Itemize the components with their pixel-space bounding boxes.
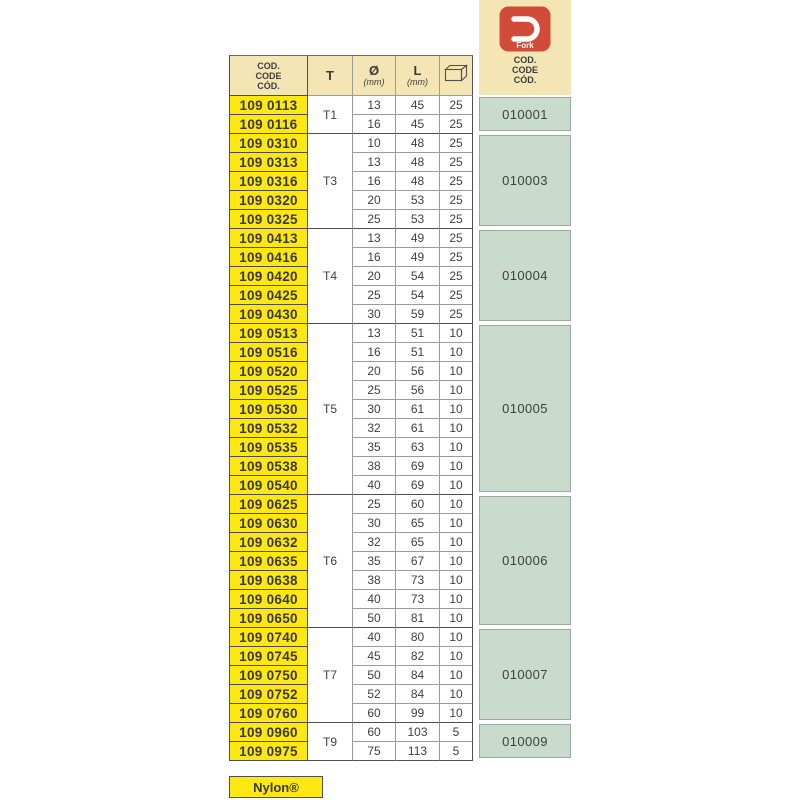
- pack-qty-cell: 25: [440, 267, 473, 286]
- diameter-cell: 16: [353, 172, 396, 191]
- table-row: [230, 723, 473, 742]
- length-cell: 59: [396, 305, 440, 324]
- product-code-cell: 109 0640: [230, 590, 308, 609]
- length-cell: 80: [396, 628, 440, 647]
- type-cell: T7: [308, 628, 353, 723]
- pack-qty-cell: 10: [440, 476, 473, 495]
- group-code-block: [479, 494, 571, 627]
- pack-qty-cell: 10: [440, 704, 473, 723]
- diameter-cell: 13: [353, 153, 396, 172]
- length-cell: 103: [396, 723, 440, 742]
- pack-qty-cell: 25: [440, 305, 473, 324]
- length-cell: 53: [396, 210, 440, 229]
- group-code-panel: [479, 0, 571, 761]
- diameter-cell: 13: [353, 96, 396, 115]
- diameter-cell: 35: [353, 552, 396, 571]
- column-header-diameter: Ø (mm): [353, 56, 396, 96]
- diameter-cell: 32: [353, 419, 396, 438]
- pack-qty-cell: 10: [440, 438, 473, 457]
- product-code-cell: 109 0745: [230, 647, 308, 666]
- length-cell: 61: [396, 400, 440, 419]
- length-cell: 56: [396, 381, 440, 400]
- length-cell: 49: [396, 229, 440, 248]
- column-header-code: [230, 56, 308, 96]
- diameter-cell: 16: [353, 343, 396, 362]
- pack-qty-cell: 10: [440, 609, 473, 628]
- length-cell: 56: [396, 362, 440, 381]
- group-code-cell: 010007: [502, 667, 548, 682]
- length-cell: 73: [396, 571, 440, 590]
- pack-qty-cell: 25: [440, 96, 473, 115]
- diameter-cell: 16: [353, 248, 396, 267]
- group-code-header: [479, 0, 571, 95]
- table-row: [230, 96, 473, 115]
- length-cell: 65: [396, 514, 440, 533]
- pack-qty-cell: 25: [440, 172, 473, 191]
- product-code-cell: 109 0310: [230, 134, 308, 153]
- pack-qty-cell: 10: [440, 495, 473, 514]
- group-code-block-inner: [479, 230, 571, 321]
- diameter-cell: 45: [353, 647, 396, 666]
- pack-qty-cell: 10: [440, 457, 473, 476]
- group-code-block: [479, 95, 571, 133]
- pack-qty-cell: 10: [440, 685, 473, 704]
- pack-qty-cell: 25: [440, 229, 473, 248]
- product-code-cell: 109 0760: [230, 704, 308, 723]
- diameter-cell: 52: [353, 685, 396, 704]
- header-row: [230, 56, 473, 96]
- length-cell: 67: [396, 552, 440, 571]
- length-cell: 53: [396, 191, 440, 210]
- length-cell: 113: [396, 742, 440, 761]
- product-code-cell: 109 0960: [230, 723, 308, 742]
- pack-qty-cell: 25: [440, 153, 473, 172]
- product-code-cell: 109 0413: [230, 229, 308, 248]
- fork-badge-label: Fork: [516, 41, 534, 50]
- product-code-cell: 109 0525: [230, 381, 308, 400]
- product-code-cell: 109 0538: [230, 457, 308, 476]
- package-box-icon: [444, 64, 469, 83]
- group-code-block-inner: [479, 629, 571, 720]
- pack-qty-cell: 10: [440, 400, 473, 419]
- pack-qty-cell: 25: [440, 210, 473, 229]
- length-cell: 45: [396, 96, 440, 115]
- length-cell: 54: [396, 286, 440, 305]
- table-layout: [229, 0, 571, 761]
- diameter-cell: 13: [353, 324, 396, 343]
- length-cell: 48: [396, 153, 440, 172]
- pack-qty-cell: 10: [440, 590, 473, 609]
- diameter-cell: 50: [353, 609, 396, 628]
- group-code-cell: 010001: [502, 106, 548, 122]
- diameter-cell: 40: [353, 628, 396, 647]
- diameter-cell: 40: [353, 476, 396, 495]
- diameter-cell: 60: [353, 704, 396, 723]
- diameter-cell: 75: [353, 742, 396, 761]
- product-code-cell: 109 0750: [230, 666, 308, 685]
- pack-qty-cell: 10: [440, 628, 473, 647]
- diameter-cell: 10: [353, 134, 396, 153]
- pack-qty-cell: 25: [440, 248, 473, 267]
- length-cell: 54: [396, 267, 440, 286]
- diameter-cell: 30: [353, 305, 396, 324]
- material-badge: [229, 776, 323, 798]
- product-code-cell: 109 0650: [230, 609, 308, 628]
- length-cell: 51: [396, 324, 440, 343]
- length-cell: 63: [396, 438, 440, 457]
- product-code-cell: 109 0316: [230, 172, 308, 191]
- diameter-cell: 32: [353, 533, 396, 552]
- length-cell: 82: [396, 647, 440, 666]
- group-code-cell: 010006: [502, 553, 548, 568]
- length-cell: 45: [396, 115, 440, 134]
- product-code-cell: 109 0630: [230, 514, 308, 533]
- type-cell: T6: [308, 495, 353, 628]
- diameter-cell: 25: [353, 210, 396, 229]
- length-cell: 81: [396, 609, 440, 628]
- pack-qty-cell: 25: [440, 115, 473, 134]
- length-cell: 48: [396, 172, 440, 191]
- type-cell: T9: [308, 723, 353, 761]
- diameter-cell: 16: [353, 115, 396, 134]
- diameter-cell: 60: [353, 723, 396, 742]
- product-code-cell: 109 0975: [230, 742, 308, 761]
- diameter-cell: 40: [353, 590, 396, 609]
- pack-qty-cell: 10: [440, 343, 473, 362]
- product-code-cell: 109 0320: [230, 191, 308, 210]
- product-code-cell: 109 0535: [230, 438, 308, 457]
- length-cell: 65: [396, 533, 440, 552]
- product-code-cell: 109 0520: [230, 362, 308, 381]
- length-cell: 69: [396, 476, 440, 495]
- table-row: [230, 628, 473, 647]
- diameter-cell: 20: [353, 267, 396, 286]
- pack-qty-cell: 10: [440, 419, 473, 438]
- group-code-block-inner: [479, 325, 571, 492]
- product-code-cell: 109 0420: [230, 267, 308, 286]
- product-code-cell: 109 0425: [230, 286, 308, 305]
- column-header-length: L (mm): [396, 56, 440, 96]
- pack-qty-cell: 10: [440, 647, 473, 666]
- diameter-cell: 13: [353, 229, 396, 248]
- product-code-cell: 109 0635: [230, 552, 308, 571]
- pack-qty-cell: 5: [440, 723, 473, 742]
- table-row: [230, 134, 473, 153]
- product-code-cell: 109 0540: [230, 476, 308, 495]
- table-row: [230, 495, 473, 514]
- product-code-cell: 109 0625: [230, 495, 308, 514]
- pack-qty-cell: 25: [440, 286, 473, 305]
- product-code-cell: 109 0638: [230, 571, 308, 590]
- group-code-block: [479, 722, 571, 760]
- header-line: CODE: [255, 70, 282, 81]
- diameter-cell: 20: [353, 191, 396, 210]
- length-cell: 99: [396, 704, 440, 723]
- group-code-cell: 010009: [502, 733, 548, 749]
- diameter-cell: 38: [353, 571, 396, 590]
- spec-table-body: [230, 96, 473, 761]
- product-code-cell: 109 0116: [230, 115, 308, 134]
- pack-qty-cell: 10: [440, 552, 473, 571]
- group-code-block-inner: [479, 97, 571, 131]
- spec-table: [229, 55, 473, 761]
- fork-icon: [499, 6, 551, 52]
- type-cell: T3: [308, 134, 353, 229]
- length-cell: 51: [396, 343, 440, 362]
- group-code-column: [479, 95, 571, 760]
- length-cell: 84: [396, 666, 440, 685]
- group-code-block-inner: [479, 724, 571, 758]
- column-header-type: T: [308, 56, 353, 96]
- pack-qty-cell: 10: [440, 533, 473, 552]
- length-cell: 73: [396, 590, 440, 609]
- length-cell: 61: [396, 419, 440, 438]
- diameter-cell: 50: [353, 666, 396, 685]
- group-code-block-inner: [479, 496, 571, 625]
- material-label: Nylon®: [253, 779, 299, 795]
- length-cell: 60: [396, 495, 440, 514]
- group-code-header-text: COD. CODE CÓD.: [511, 55, 538, 85]
- group-code-block-inner: [479, 135, 571, 226]
- pack-qty-cell: 10: [440, 666, 473, 685]
- product-code-cell: 109 0632: [230, 533, 308, 552]
- type-cell: T1: [308, 96, 353, 134]
- length-cell: 49: [396, 248, 440, 267]
- product-code-cell: 109 0325: [230, 210, 308, 229]
- group-code-cell: 010005: [502, 401, 548, 416]
- product-code-cell: 109 0416: [230, 248, 308, 267]
- product-code-cell: 109 0740: [230, 628, 308, 647]
- type-cell: T5: [308, 324, 353, 495]
- group-code-cell: 010003: [502, 173, 548, 188]
- header-line: CÓD.: [257, 80, 280, 91]
- product-code-cell: 109 0752: [230, 685, 308, 704]
- diameter-cell: 30: [353, 400, 396, 419]
- length-cell: 84: [396, 685, 440, 704]
- pack-qty-cell: 10: [440, 571, 473, 590]
- product-code-cell: 109 0113: [230, 96, 308, 115]
- pack-qty-cell: 25: [440, 134, 473, 153]
- diameter-cell: 35: [353, 438, 396, 457]
- group-code-cell: 010004: [502, 268, 548, 283]
- pack-qty-cell: 10: [440, 514, 473, 533]
- group-code-block: [479, 228, 571, 323]
- pack-qty-cell: 25: [440, 191, 473, 210]
- diameter-cell: 25: [353, 381, 396, 400]
- diameter-cell: 25: [353, 286, 396, 305]
- group-code-block: [479, 133, 571, 228]
- diameter-cell: 25: [353, 495, 396, 514]
- product-code-cell: 109 0513: [230, 324, 308, 343]
- table-row: [230, 229, 473, 248]
- product-code-cell: 109 0530: [230, 400, 308, 419]
- diameter-cell: 30: [353, 514, 396, 533]
- pack-qty-cell: 5: [440, 742, 473, 761]
- diameter-cell: 20: [353, 362, 396, 381]
- group-code-block: [479, 627, 571, 722]
- diameter-cell: 38: [353, 457, 396, 476]
- spec-table-wrap: [229, 55, 473, 761]
- pack-qty-cell: 10: [440, 362, 473, 381]
- pack-qty-cell: 10: [440, 324, 473, 343]
- pack-qty-cell: 10: [440, 381, 473, 400]
- product-code-cell: 109 0430: [230, 305, 308, 324]
- group-code-block: [479, 323, 571, 494]
- column-header-pack: [440, 56, 473, 96]
- length-cell: 69: [396, 457, 440, 476]
- type-cell: T4: [308, 229, 353, 324]
- product-code-cell: 109 0516: [230, 343, 308, 362]
- length-cell: 48: [396, 134, 440, 153]
- table-row: [230, 324, 473, 343]
- header-line: COD.: [257, 60, 280, 71]
- product-code-cell: 109 0532: [230, 419, 308, 438]
- product-code-cell: 109 0313: [230, 153, 308, 172]
